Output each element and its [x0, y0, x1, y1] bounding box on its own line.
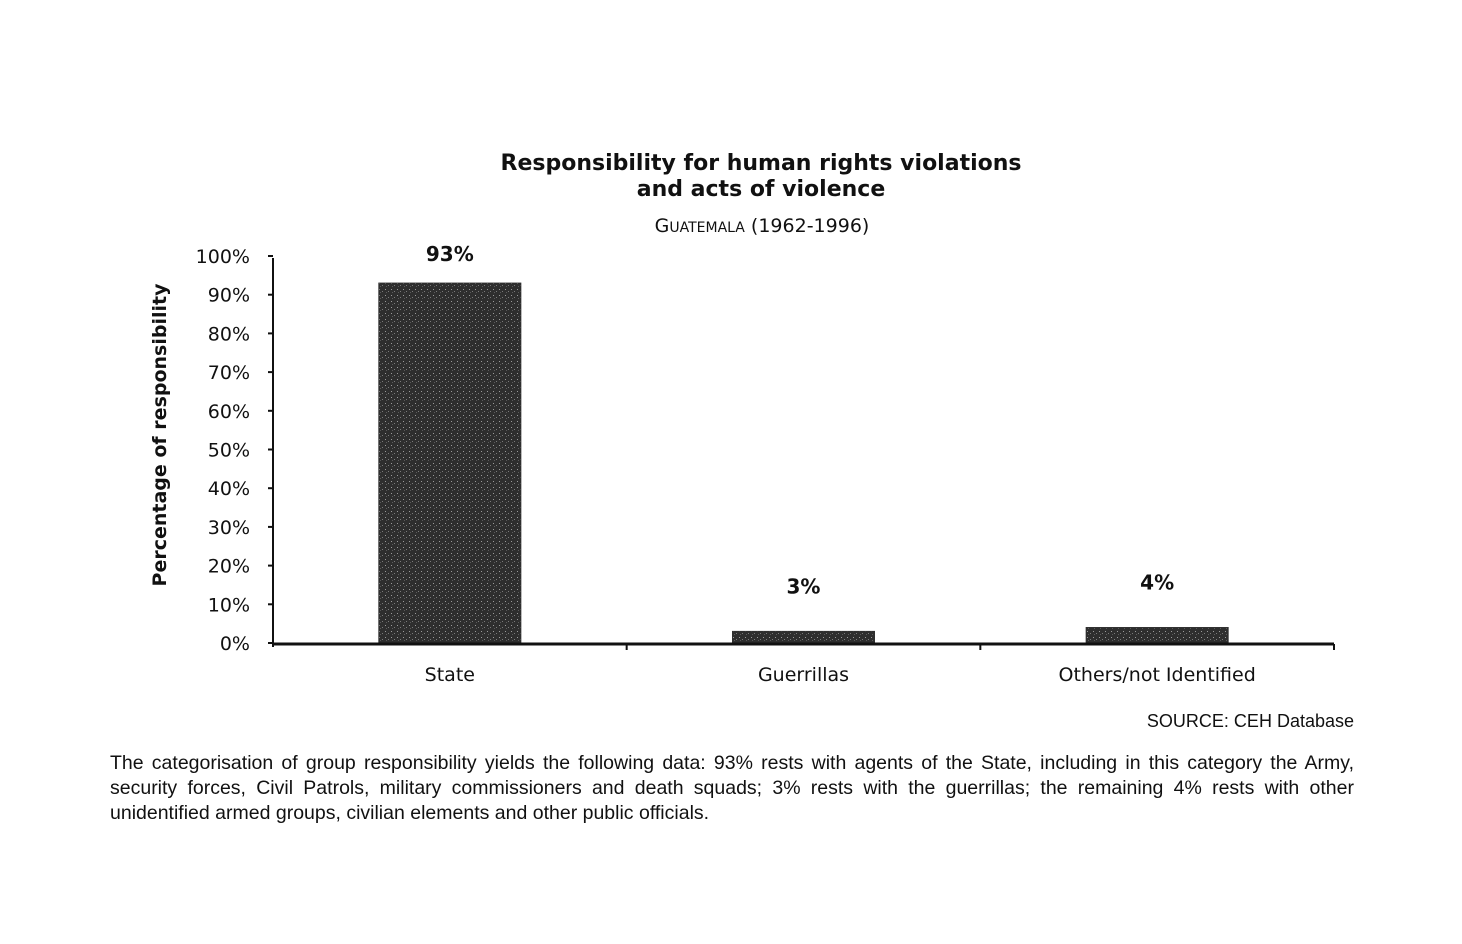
- bar-data-label: 4%: [1140, 570, 1175, 595]
- source-note: SOURCE: CEH Database: [1146, 711, 1354, 731]
- bar-data-label: 93%: [425, 242, 474, 267]
- chart-title-line-1: Responsibility for human rights violations: [500, 151, 1022, 176]
- subtitle-years: (1962-1996): [744, 215, 870, 237]
- y-tick-label: 30%: [207, 516, 250, 539]
- y-tick-label: 70%: [207, 362, 250, 385]
- y-tick-label: 80%: [207, 323, 250, 346]
- subtitle-initial: G: [654, 215, 670, 237]
- x-tick-label: State: [424, 664, 475, 686]
- y-tick-label: 90%: [207, 284, 250, 307]
- subtitle-smallcaps: UATEMALA: [669, 220, 745, 236]
- y-axis-label: Percentage of responsibility: [149, 283, 171, 587]
- chart-title-line-2: and acts of violence: [636, 177, 886, 202]
- y-tick-label: 40%: [207, 478, 250, 501]
- y-axis-ticks: [196, 246, 273, 655]
- chart-subtitle: [655, 215, 870, 237]
- y-tick-label: 10%: [207, 594, 250, 617]
- bar-data-label: 3%: [786, 574, 821, 599]
- caption-paragraph: The categorisation of group responsibility yields the following data: 93% rests with agents of the State, including in this category the Army, security forces, Civil Patrols, military commissioners and death squads; 3% rests with the guerrillas; the remaining 4% rests with other unidentified armed groups, civilian elements and other public officials.: [110, 752, 1354, 824]
- x-tick-label: Others/not Identified: [1058, 664, 1256, 686]
- bar: [733, 631, 875, 643]
- y-tick-label: 20%: [207, 555, 250, 578]
- y-tick-label: 0%: [219, 633, 250, 655]
- y-tick-label: 50%: [207, 439, 250, 462]
- data-labels: [426, 242, 1174, 598]
- bar: [1086, 628, 1228, 643]
- bar: [379, 283, 521, 643]
- x-tick-label: Guerrillas: [757, 664, 850, 686]
- x-axis-ticks: [425, 644, 1334, 686]
- y-tick-label: 100%: [195, 246, 250, 268]
- y-tick-label: 60%: [207, 400, 250, 423]
